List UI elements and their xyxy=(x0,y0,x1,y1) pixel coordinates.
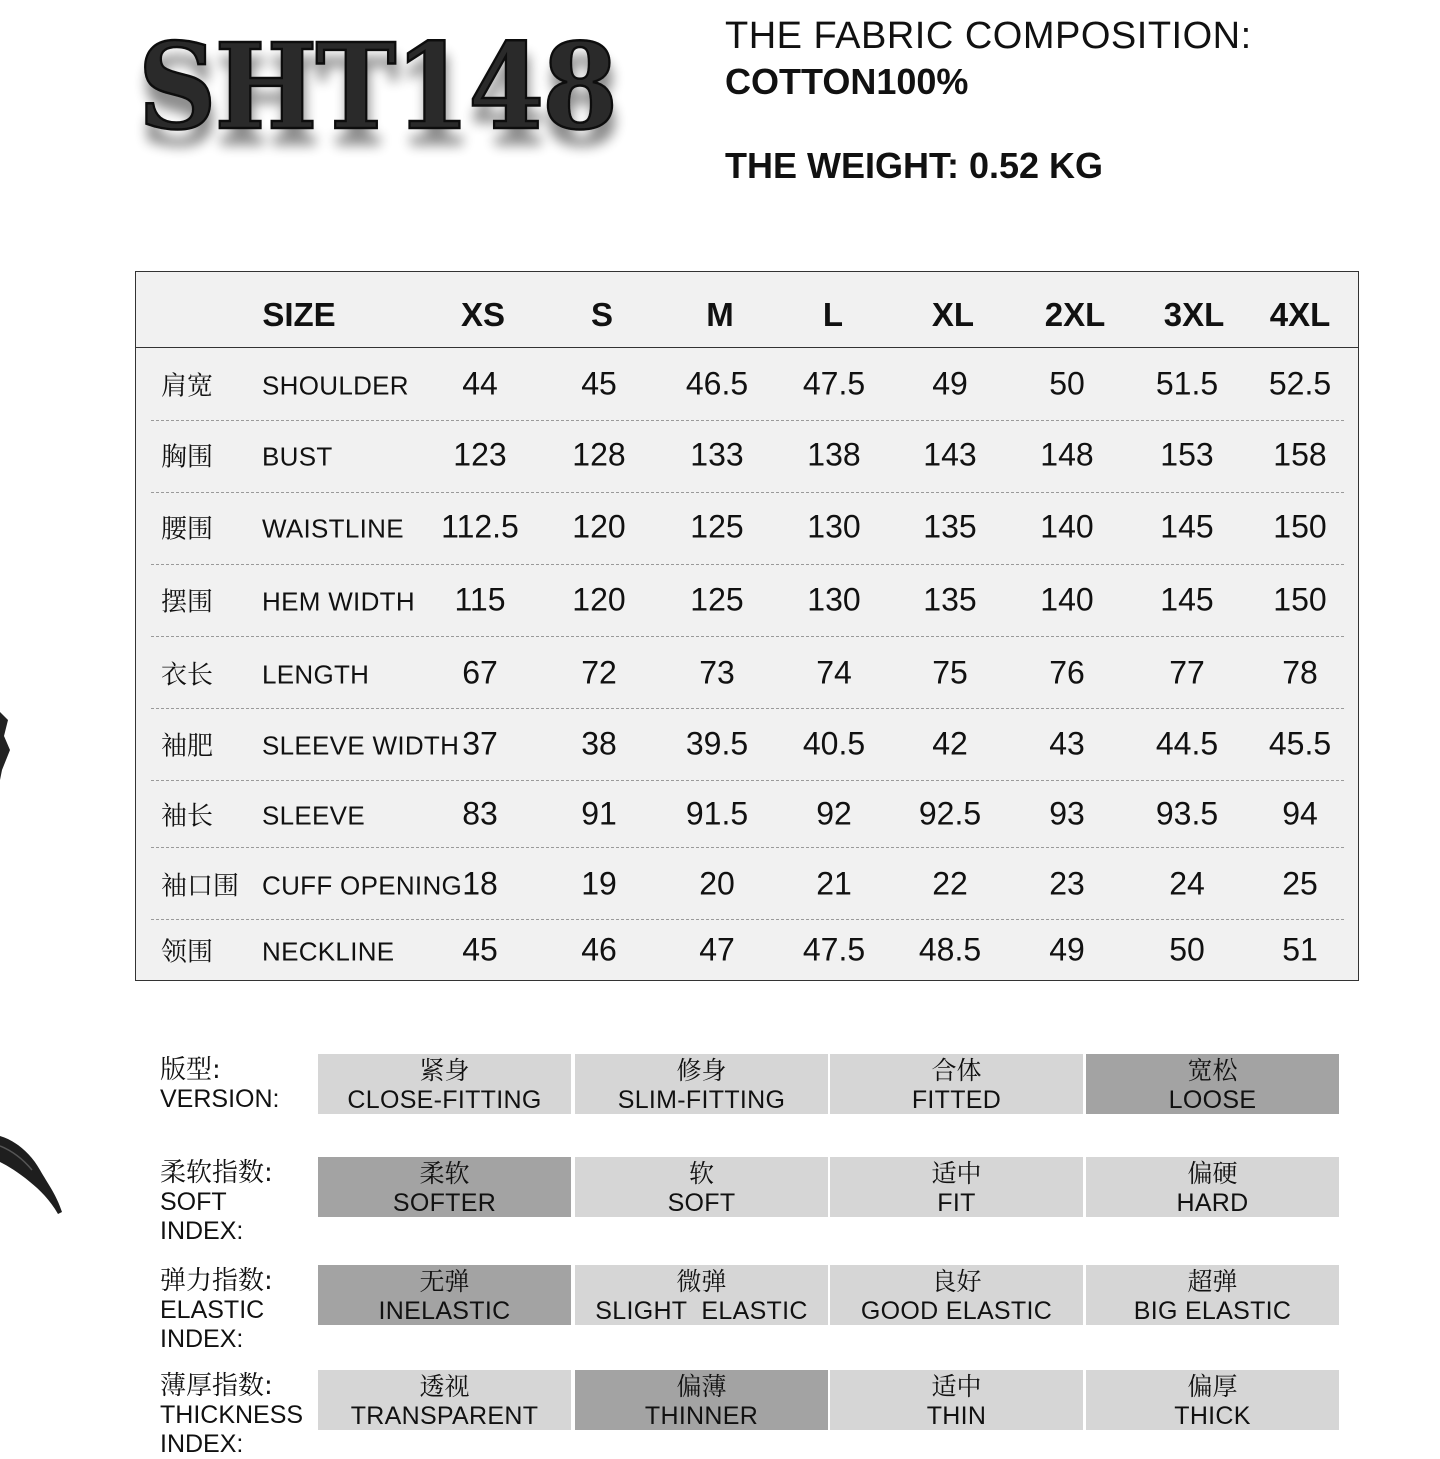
soft-index-label-en: SOFT INDEX: xyxy=(160,1188,244,1245)
measurement-value: 44.5 xyxy=(1155,725,1219,762)
option-label-en: THIN xyxy=(926,1402,987,1430)
version-option xyxy=(1086,1054,1339,1114)
measurement-value: 92.5 xyxy=(918,795,982,832)
measurement-value: 48.5 xyxy=(918,931,982,968)
row-divider xyxy=(151,564,1344,565)
size-header-xl: XL xyxy=(931,296,975,333)
row-label-cn: 摆围 xyxy=(161,587,214,618)
size-header-4xl: 4XL xyxy=(1269,296,1331,333)
thickness-index-label-en: THICKNESS INDEX: xyxy=(160,1401,304,1458)
row-label-en: CUFF OPENING xyxy=(262,870,463,901)
option-label-cn: 超弹 xyxy=(1187,1267,1238,1296)
measurement-value: 94 xyxy=(1282,795,1318,832)
option-label-cn: 适中 xyxy=(931,1159,982,1188)
logo-graphic xyxy=(132,18,632,168)
row-label-cn: 衣长 xyxy=(161,660,214,691)
version-label xyxy=(160,1055,279,1114)
soft-index-label-cn: 柔软指数: xyxy=(160,1158,273,1188)
option-label-en: TRANSPARENT xyxy=(350,1402,539,1430)
fabric-info xyxy=(725,14,1252,190)
measurement-value: 138 xyxy=(807,436,861,473)
measurement-value: 153 xyxy=(1160,436,1214,473)
measurement-value: 120 xyxy=(572,581,626,618)
size-header-2xl: 2XL xyxy=(1044,296,1106,333)
measurement-value: 50 xyxy=(1169,931,1205,968)
measurement-value: 123 xyxy=(453,436,507,473)
measurement-value: 45 xyxy=(462,931,498,968)
option-label-cn: 适中 xyxy=(931,1372,982,1401)
measurement-value: 135 xyxy=(923,581,977,618)
measurement-value: 76 xyxy=(1049,654,1085,691)
measurement-value: 150 xyxy=(1273,581,1327,618)
elastic-index-label-cn: 弹力指数: xyxy=(160,1266,273,1296)
fabric-composition-value: COTTON100% xyxy=(725,61,969,102)
option-label-cn: 软 xyxy=(688,1159,714,1188)
option-label-cn: 修身 xyxy=(676,1056,727,1085)
row-divider xyxy=(151,492,1344,493)
measurement-value: 37 xyxy=(462,725,498,762)
measurement-value: 46.5 xyxy=(685,365,749,402)
soft-index-option xyxy=(830,1157,1083,1217)
measurement-value: 112.5 xyxy=(441,508,519,545)
measurement-value: 91.5 xyxy=(685,795,749,832)
measurement-value: 47 xyxy=(699,931,735,968)
measurement-value: 145 xyxy=(1160,581,1214,618)
option-label-en: FITTED xyxy=(911,1086,1002,1114)
measurement-value: 120 xyxy=(572,508,626,545)
size-header-s: S xyxy=(590,296,614,333)
size-header-label: SIZE xyxy=(262,296,336,333)
measurement-value: 128 xyxy=(572,436,626,473)
elastic-index-label xyxy=(160,1266,273,1354)
version-option xyxy=(318,1054,571,1114)
measurement-value: 38 xyxy=(581,725,617,762)
option-label-cn: 柔软 xyxy=(419,1159,470,1188)
row-label-cn: 领围 xyxy=(161,937,214,968)
measurement-value: 130 xyxy=(807,581,861,618)
size-chart-table xyxy=(135,271,1359,981)
measurement-value: 24 xyxy=(1169,865,1205,902)
measurement-value: 49 xyxy=(932,365,968,402)
option-label-cn: 合体 xyxy=(931,1056,982,1085)
row-label-en: HEM WIDTH xyxy=(262,586,415,617)
measurement-value: 74 xyxy=(816,654,852,691)
version-option xyxy=(575,1054,828,1114)
version-label-cn: 版型: xyxy=(160,1055,221,1085)
row-label-en: SLEEVE xyxy=(262,800,365,831)
measurement-value: 135 xyxy=(923,508,977,545)
row-divider xyxy=(151,780,1344,781)
measurement-value: 140 xyxy=(1040,508,1094,545)
measurement-value: 75 xyxy=(932,654,968,691)
thickness-index-label xyxy=(160,1371,303,1459)
measurement-value: 125 xyxy=(690,508,744,545)
thickness-index-option xyxy=(318,1370,571,1430)
option-label-en: THINNER xyxy=(644,1402,759,1430)
measurement-value: 47.5 xyxy=(802,931,866,968)
row-label-en: NECKLINE xyxy=(262,936,395,967)
measurement-value: 50 xyxy=(1049,365,1085,402)
measurement-value: 77 xyxy=(1169,654,1205,691)
measurement-value: 130 xyxy=(807,508,861,545)
measurement-value: 21 xyxy=(816,865,852,902)
measurement-value: 93.5 xyxy=(1155,795,1219,832)
logo-text: SHT148 xyxy=(138,18,616,156)
row-label-cn: 腰围 xyxy=(161,514,214,545)
size-header-m: M xyxy=(706,296,734,333)
measurement-value: 45.5 xyxy=(1268,725,1332,762)
measurement-value: 78 xyxy=(1282,654,1318,691)
measurement-value: 145 xyxy=(1160,508,1214,545)
measurement-value: 148 xyxy=(1040,436,1094,473)
measurement-value: 133 xyxy=(690,436,744,473)
measurement-value: 91 xyxy=(581,795,617,832)
thickness-index-label-cn: 薄厚指数: xyxy=(160,1371,273,1401)
measurement-value: 92 xyxy=(816,795,852,832)
row-label-cn: 肩宽 xyxy=(161,371,214,402)
size-header-l: L xyxy=(822,296,844,333)
option-label-en: CLOSE-FITTING xyxy=(347,1086,542,1114)
measurement-value: 42 xyxy=(932,725,968,762)
row-label-cn: 胸围 xyxy=(161,442,214,473)
option-label-en: SLIM-FITTING xyxy=(617,1086,786,1114)
measurement-value: 93 xyxy=(1049,795,1085,832)
row-label-en: LENGTH xyxy=(262,659,370,690)
measurement-value: 67 xyxy=(462,654,498,691)
measurement-value: 19 xyxy=(581,865,617,902)
garment-edge-image xyxy=(0,700,70,1240)
fabric-weight: THE WEIGHT: 0.52 KG xyxy=(725,145,1104,186)
option-label-cn: 偏硬 xyxy=(1187,1159,1238,1188)
option-label-en: SLIGHT ELASTIC xyxy=(595,1297,808,1325)
measurement-value: 140 xyxy=(1040,581,1094,618)
size-chart-header xyxy=(136,272,1358,348)
option-label-cn: 宽松 xyxy=(1187,1056,1238,1085)
thickness-index-option xyxy=(575,1370,828,1430)
row-label-en: SLEEVE WIDTH xyxy=(262,730,460,761)
measurement-value: 143 xyxy=(923,436,977,473)
option-label-en: HARD xyxy=(1176,1189,1249,1217)
row-label-cn: 袖肥 xyxy=(161,731,214,762)
option-label-en: THICK xyxy=(1174,1402,1251,1430)
measurement-value: 40.5 xyxy=(802,725,866,762)
measurement-value: 22 xyxy=(932,865,968,902)
option-label-en: FIT xyxy=(937,1189,976,1217)
soft-index-option xyxy=(318,1157,571,1217)
option-label-cn: 良好 xyxy=(931,1267,982,1296)
fabric-composition-label: THE FABRIC COMPOSITION: xyxy=(725,15,1252,57)
option-label-en: GOOD ELASTIC xyxy=(860,1297,1053,1325)
option-label-cn: 偏厚 xyxy=(1187,1372,1238,1401)
measurement-value: 25 xyxy=(1282,865,1318,902)
measurement-value: 20 xyxy=(699,865,735,902)
row-divider xyxy=(151,420,1344,421)
measurement-value: 72 xyxy=(581,654,617,691)
elastic-index-label-en: ELASTIC INDEX: xyxy=(160,1296,265,1353)
option-label-en: SOFT xyxy=(667,1189,736,1217)
option-label-cn: 微弹 xyxy=(676,1267,727,1296)
measurement-value: 158 xyxy=(1273,436,1327,473)
elastic-index-option xyxy=(830,1265,1083,1325)
row-label-en: SHOULDER xyxy=(262,370,409,401)
elastic-index-option xyxy=(1086,1265,1339,1325)
brand-logo xyxy=(132,18,632,168)
option-label-en: SOFTER xyxy=(392,1189,497,1217)
row-label-en: WAISTLINE xyxy=(262,513,404,544)
measurement-value: 18 xyxy=(462,865,498,902)
option-label-en: BIG ELASTIC xyxy=(1133,1297,1292,1325)
measurement-value: 51.5 xyxy=(1155,365,1219,402)
row-label-cn: 袖口围 xyxy=(161,871,240,902)
row-label-cn: 袖长 xyxy=(161,801,214,832)
version-label-en: VERSION: xyxy=(160,1085,280,1113)
measurement-value: 23 xyxy=(1049,865,1085,902)
row-divider xyxy=(151,636,1344,637)
soft-index-option xyxy=(575,1157,828,1217)
thickness-index-option xyxy=(1086,1370,1339,1430)
thickness-index-option xyxy=(830,1370,1083,1430)
measurement-value: 49 xyxy=(1049,931,1085,968)
option-label-cn: 无弹 xyxy=(419,1267,470,1296)
elastic-index-option xyxy=(318,1265,571,1325)
measurement-value: 115 xyxy=(454,581,506,618)
measurement-value: 44 xyxy=(462,365,498,402)
option-label-en: INELASTIC xyxy=(378,1297,511,1325)
measurement-value: 46 xyxy=(581,931,617,968)
option-label-en: LOOSE xyxy=(1168,1086,1257,1114)
version-option xyxy=(830,1054,1083,1114)
size-header-3xl: 3XL xyxy=(1163,296,1225,333)
measurement-value: 45 xyxy=(581,365,617,402)
row-divider xyxy=(151,708,1344,709)
measurement-value: 125 xyxy=(690,581,744,618)
row-divider xyxy=(151,847,1344,848)
row-divider xyxy=(151,919,1344,920)
measurement-value: 150 xyxy=(1273,508,1327,545)
soft-index-label xyxy=(160,1158,273,1246)
option-label-cn: 透视 xyxy=(419,1372,470,1401)
row-label-en: BUST xyxy=(262,441,333,472)
elastic-index-option xyxy=(575,1265,828,1325)
measurement-value: 39.5 xyxy=(685,725,749,762)
option-label-cn: 紧身 xyxy=(419,1056,470,1085)
measurement-value: 43 xyxy=(1049,725,1085,762)
measurement-value: 83 xyxy=(462,795,498,832)
measurement-value: 73 xyxy=(699,654,735,691)
soft-index-option xyxy=(1086,1157,1339,1217)
measurement-value: 51 xyxy=(1282,931,1318,968)
option-label-cn: 偏薄 xyxy=(676,1372,727,1401)
measurement-value: 52.5 xyxy=(1268,365,1332,402)
measurement-value: 47.5 xyxy=(802,365,866,402)
size-header-xs: XS xyxy=(460,296,506,333)
